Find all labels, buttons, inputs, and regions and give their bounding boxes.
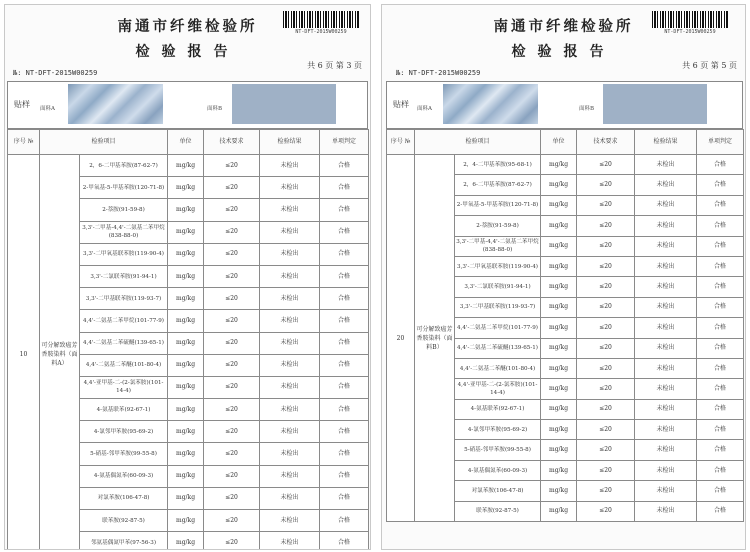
row-judgement: 合格 — [320, 332, 369, 354]
row-unit: mg/kg — [541, 379, 577, 399]
report-title: 检验报告 — [135, 44, 240, 60]
row-result: 未检出 — [260, 510, 320, 532]
row-item: 邻氨基偶氮甲苯(97-56-3) — [80, 532, 168, 550]
table-header-row — [8, 130, 369, 155]
row-item: 对氯苯胺(106-47-8) — [455, 481, 541, 501]
row-item: 3,3'-二氯联苯胺(91-94-1) — [455, 277, 541, 297]
row-result: 未检出 — [635, 379, 697, 399]
table-row — [387, 155, 744, 175]
row-item: 5-硝基-邻甲苯胺(99-55-8) — [80, 443, 168, 465]
row-unit: mg/kg — [541, 318, 577, 338]
row-requirement: ≤20 — [577, 358, 635, 378]
row-item: 4-氯邻甲苯胺(95-69-2) — [455, 420, 541, 440]
report-title: 检验报告 — [511, 44, 616, 60]
row-requirement: ≤20 — [577, 256, 635, 276]
row-requirement: ≤20 — [577, 379, 635, 399]
page-number: 共 6 页 第 3 页 — [307, 61, 362, 70]
row-item: 3,3'-二甲基联苯胺(119-93-7) — [80, 288, 168, 310]
row-result: 未检出 — [260, 487, 320, 509]
report-number: №: NT-DFT-2015W00259 — [13, 69, 98, 77]
row-item: 4-氨基联苯(92-67-1) — [455, 399, 541, 419]
fabric-swatch-b — [603, 84, 707, 124]
swatch-a-label: 面料A — [417, 106, 432, 112]
row-judgement: 合格 — [697, 338, 744, 358]
row-item: 对氯苯胺(106-47-8) — [80, 487, 168, 509]
row-item: 4,4'-二氨基二苯醚(101-80-4) — [455, 358, 541, 378]
row-judgement: 合格 — [697, 195, 744, 215]
row-category: 可分解致癌芳香胺染料（面料A） — [40, 155, 80, 551]
col-seq: 序号 № — [8, 130, 40, 155]
row-result: 未检出 — [635, 358, 697, 378]
row-item: 2-萘胺(91-59-8) — [455, 216, 541, 236]
row-judgement: 合格 — [697, 460, 744, 480]
col-result: 检验结果 — [260, 130, 320, 155]
row-judgement: 合格 — [320, 510, 369, 532]
row-judgement: 合格 — [320, 421, 369, 443]
col-requirement: 技术要求 — [204, 130, 260, 155]
row-item: 4,4'-二氨基二苯醚(101-80-4) — [80, 354, 168, 376]
row-requirement: ≤20 — [204, 376, 260, 398]
row-requirement: ≤20 — [204, 199, 260, 221]
row-unit: mg/kg — [541, 256, 577, 276]
row-unit: mg/kg — [168, 177, 204, 199]
row-result: 未检出 — [635, 236, 697, 256]
row-seq: 20 — [387, 155, 415, 522]
row-judgement: 合格 — [697, 297, 744, 317]
report-page-right — [381, 4, 746, 550]
row-item: 2，6-二甲基苯胺(87-62-7) — [80, 155, 168, 177]
row-judgement: 合格 — [697, 481, 744, 501]
row-result: 未检出 — [635, 175, 697, 195]
row-requirement: ≤20 — [577, 175, 635, 195]
row-judgement: 合格 — [320, 310, 369, 332]
row-result: 未检出 — [260, 243, 320, 265]
row-item: 4-氨基偶氮苯(60-09-3) — [455, 460, 541, 480]
row-item: 4,4'-亚甲基-二-(2-氯苯胺)(101-14-4) — [455, 379, 541, 399]
row-judgement: 合格 — [697, 358, 744, 378]
row-judgement: 合格 — [697, 216, 744, 236]
row-judgement: 合格 — [697, 236, 744, 256]
row-requirement: ≤20 — [204, 532, 260, 550]
row-judgement: 合格 — [320, 221, 369, 243]
row-requirement: ≤20 — [204, 443, 260, 465]
sample-label: 贴样 — [393, 100, 409, 109]
results-table — [386, 129, 744, 522]
col-seq: 序号 № — [387, 130, 415, 155]
row-requirement: ≤20 — [204, 288, 260, 310]
row-judgement: 合格 — [320, 265, 369, 287]
row-judgement: 合格 — [320, 243, 369, 265]
row-item: 4,4'-二氨基二苯硫醚(139-65-1) — [80, 332, 168, 354]
row-result: 未检出 — [260, 532, 320, 550]
row-judgement: 合格 — [697, 175, 744, 195]
row-unit: mg/kg — [168, 265, 204, 287]
barcode-icon — [652, 11, 728, 28]
row-requirement: ≤20 — [577, 216, 635, 236]
row-requirement: ≤20 — [204, 354, 260, 376]
row-requirement: ≤20 — [204, 310, 260, 332]
row-item: 4-氨基联苯(92-67-1) — [80, 399, 168, 421]
col-item: 检验项目 — [415, 130, 541, 155]
col-judgement: 单项判定 — [320, 130, 369, 155]
row-unit: mg/kg — [168, 332, 204, 354]
row-judgement: 合格 — [320, 177, 369, 199]
row-unit: mg/kg — [541, 155, 577, 175]
table-row — [8, 155, 369, 177]
row-item: 5-硝基-邻甲苯胺(99-55-8) — [455, 440, 541, 460]
row-judgement: 合格 — [320, 443, 369, 465]
row-result: 未检出 — [260, 421, 320, 443]
row-judgement: 合格 — [697, 379, 744, 399]
row-unit: mg/kg — [168, 465, 204, 487]
row-judgement: 合格 — [320, 354, 369, 376]
row-requirement: ≤20 — [577, 318, 635, 338]
row-unit: mg/kg — [541, 460, 577, 480]
row-result: 未检出 — [635, 195, 697, 215]
col-result: 检验结果 — [635, 130, 697, 155]
row-result: 未检出 — [635, 501, 697, 521]
fabric-swatch-a — [443, 84, 538, 124]
row-requirement: ≤20 — [577, 297, 635, 317]
row-item: 3,3'-二甲氧基联苯胺(119-90-4) — [80, 243, 168, 265]
row-result: 未检出 — [635, 440, 697, 460]
row-result: 未检出 — [635, 481, 697, 501]
row-unit: mg/kg — [168, 376, 204, 398]
row-unit: mg/kg — [541, 216, 577, 236]
row-item: 2-甲氧基-5-甲基苯胺(120-71-8) — [80, 177, 168, 199]
report-page-left — [4, 4, 371, 550]
row-category: 可分解致癌芳香胺染料（面料B） — [415, 155, 455, 522]
row-unit: mg/kg — [168, 443, 204, 465]
barcode-icon — [283, 11, 359, 28]
row-requirement: ≤20 — [577, 277, 635, 297]
row-requirement: ≤20 — [204, 177, 260, 199]
row-judgement: 合格 — [320, 465, 369, 487]
col-item: 检验项目 — [40, 130, 168, 155]
row-item: 3,3'-二甲基联苯胺(119-93-7) — [455, 297, 541, 317]
swatch-a-label: 面料A — [40, 106, 55, 112]
row-unit: mg/kg — [541, 399, 577, 419]
row-result: 未检出 — [635, 216, 697, 236]
barcode-text: NT-DFT-2015W00259 — [664, 29, 716, 35]
row-result: 未检出 — [635, 399, 697, 419]
row-result: 未检出 — [260, 177, 320, 199]
results-table — [7, 129, 369, 550]
row-judgement: 合格 — [320, 199, 369, 221]
row-unit: mg/kg — [541, 420, 577, 440]
row-item: 4,4'-二氨基二苯甲烷(101-77-9) — [455, 318, 541, 338]
row-result: 未检出 — [260, 465, 320, 487]
row-judgement: 合格 — [320, 155, 369, 177]
row-judgement: 合格 — [320, 487, 369, 509]
row-requirement: ≤20 — [577, 481, 635, 501]
row-unit: mg/kg — [168, 310, 204, 332]
sample-panel — [7, 81, 368, 129]
row-judgement: 合格 — [697, 440, 744, 460]
row-result: 未检出 — [260, 399, 320, 421]
row-requirement: ≤20 — [204, 421, 260, 443]
row-judgement: 合格 — [697, 420, 744, 440]
row-judgement: 合格 — [320, 376, 369, 398]
row-unit: mg/kg — [541, 236, 577, 256]
row-unit: mg/kg — [541, 501, 577, 521]
row-item: 4,4'-亚甲基-二-(2-氯苯胺)(101-14-4) — [80, 376, 168, 398]
barcode-text: NT-DFT-2015W00259 — [295, 29, 347, 35]
swatch-b-label: 面料B — [579, 106, 595, 112]
row-unit: mg/kg — [541, 358, 577, 378]
row-judgement: 合格 — [697, 399, 744, 419]
report-number: №: NT-DFT-2015W00259 — [396, 69, 481, 77]
swatch-b-label: 面料B — [207, 106, 223, 112]
row-result: 未检出 — [260, 332, 320, 354]
row-result: 未检出 — [260, 443, 320, 465]
row-judgement: 合格 — [320, 532, 369, 550]
row-result: 未检出 — [260, 199, 320, 221]
row-unit: mg/kg — [168, 532, 204, 550]
row-result: 未检出 — [635, 297, 697, 317]
row-requirement: ≤20 — [204, 399, 260, 421]
row-item: 3,3'-二甲基-4,4'-二氨基二苯甲烷(838-88-0) — [455, 236, 541, 256]
row-unit: mg/kg — [541, 175, 577, 195]
row-requirement: ≤20 — [577, 501, 635, 521]
row-unit: mg/kg — [168, 155, 204, 177]
row-unit: mg/kg — [541, 481, 577, 501]
row-requirement: ≤20 — [204, 487, 260, 509]
row-unit: mg/kg — [168, 510, 204, 532]
row-requirement: ≤20 — [204, 265, 260, 287]
row-requirement: ≤20 — [577, 440, 635, 460]
col-unit: 单位 — [168, 130, 204, 155]
col-requirement: 技术要求 — [577, 130, 635, 155]
row-unit: mg/kg — [168, 288, 204, 310]
row-unit: mg/kg — [168, 421, 204, 443]
row-result: 未检出 — [635, 155, 697, 175]
row-seq: 10 — [8, 155, 40, 551]
row-requirement: ≤20 — [577, 195, 635, 215]
row-item: 3,3'-二甲氧基联苯胺(119-90-4) — [455, 256, 541, 276]
row-requirement: ≤20 — [204, 243, 260, 265]
row-result: 未检出 — [260, 221, 320, 243]
row-item: 4-氯邻甲苯胺(95-69-2) — [80, 421, 168, 443]
row-item: 2-甲氧基-5-甲基苯胺(120-71-8) — [455, 195, 541, 215]
row-result: 未检出 — [635, 460, 697, 480]
col-unit: 单位 — [541, 130, 577, 155]
row-judgement: 合格 — [320, 399, 369, 421]
row-result: 未检出 — [635, 277, 697, 297]
row-unit: mg/kg — [168, 354, 204, 376]
row-judgement: 合格 — [697, 155, 744, 175]
row-result: 未检出 — [260, 310, 320, 332]
col-judgement: 单项判定 — [697, 130, 744, 155]
row-item: 3,3'-二氯联苯胺(91-94-1) — [80, 265, 168, 287]
row-judgement: 合格 — [697, 501, 744, 521]
row-result: 未检出 — [260, 354, 320, 376]
page-number: 共 6 页 第 5 页 — [682, 61, 737, 70]
row-requirement: ≤20 — [577, 236, 635, 256]
row-item: 联苯胺(92-87-5) — [80, 510, 168, 532]
row-result: 未检出 — [635, 256, 697, 276]
row-result: 未检出 — [260, 155, 320, 177]
row-unit: mg/kg — [541, 338, 577, 358]
row-unit: mg/kg — [168, 199, 204, 221]
lab-name: 南通市纤维检验所 — [117, 18, 258, 35]
row-requirement: ≤20 — [204, 465, 260, 487]
row-item: 4,4'-二氨基二苯甲烷(101-77-9) — [80, 310, 168, 332]
row-requirement: ≤20 — [204, 332, 260, 354]
table-header-row — [387, 130, 744, 155]
row-unit: mg/kg — [541, 195, 577, 215]
row-unit: mg/kg — [541, 297, 577, 317]
row-unit: mg/kg — [168, 243, 204, 265]
row-judgement: 合格 — [697, 256, 744, 276]
row-requirement: ≤20 — [204, 221, 260, 243]
lab-name: 南通市纤维检验所 — [493, 18, 634, 35]
sample-label: 贴样 — [14, 100, 30, 109]
row-unit: mg/kg — [168, 399, 204, 421]
row-result: 未检出 — [260, 265, 320, 287]
row-item: 3,3'-二甲基-4,4'-二氨基二苯甲烷(838-88-0) — [80, 221, 168, 243]
row-item: 4,4'-二氨基二苯硫醚(139-65-1) — [455, 338, 541, 358]
row-result: 未检出 — [260, 288, 320, 310]
row-item: 2-萘胺(91-59-8) — [80, 199, 168, 221]
row-requirement: ≤20 — [577, 460, 635, 480]
row-result: 未检出 — [260, 376, 320, 398]
row-unit: mg/kg — [168, 487, 204, 509]
fabric-swatch-b — [232, 84, 336, 124]
row-unit: mg/kg — [168, 221, 204, 243]
row-requirement: ≤20 — [577, 420, 635, 440]
row-requirement: ≤20 — [577, 338, 635, 358]
row-requirement: ≤20 — [577, 155, 635, 175]
row-requirement: ≤20 — [204, 510, 260, 532]
row-result: 未检出 — [635, 420, 697, 440]
row-judgement: 合格 — [697, 277, 744, 297]
fabric-swatch-a — [68, 84, 163, 124]
row-requirement: ≤20 — [577, 399, 635, 419]
row-result: 未检出 — [635, 338, 697, 358]
row-requirement: ≤20 — [204, 155, 260, 177]
row-item: 2，6-二甲基苯胺(87-62-7) — [455, 175, 541, 195]
row-item: 4-氨基偶氮苯(60-09-3) — [80, 465, 168, 487]
row-item: 2，4-二甲基苯胺(95-68-1) — [455, 155, 541, 175]
row-unit: mg/kg — [541, 440, 577, 460]
row-result: 未检出 — [635, 318, 697, 338]
row-judgement: 合格 — [697, 318, 744, 338]
row-item: 联苯胺(92-87-5) — [455, 501, 541, 521]
sample-panel — [386, 81, 743, 129]
row-judgement: 合格 — [320, 288, 369, 310]
row-unit: mg/kg — [541, 277, 577, 297]
